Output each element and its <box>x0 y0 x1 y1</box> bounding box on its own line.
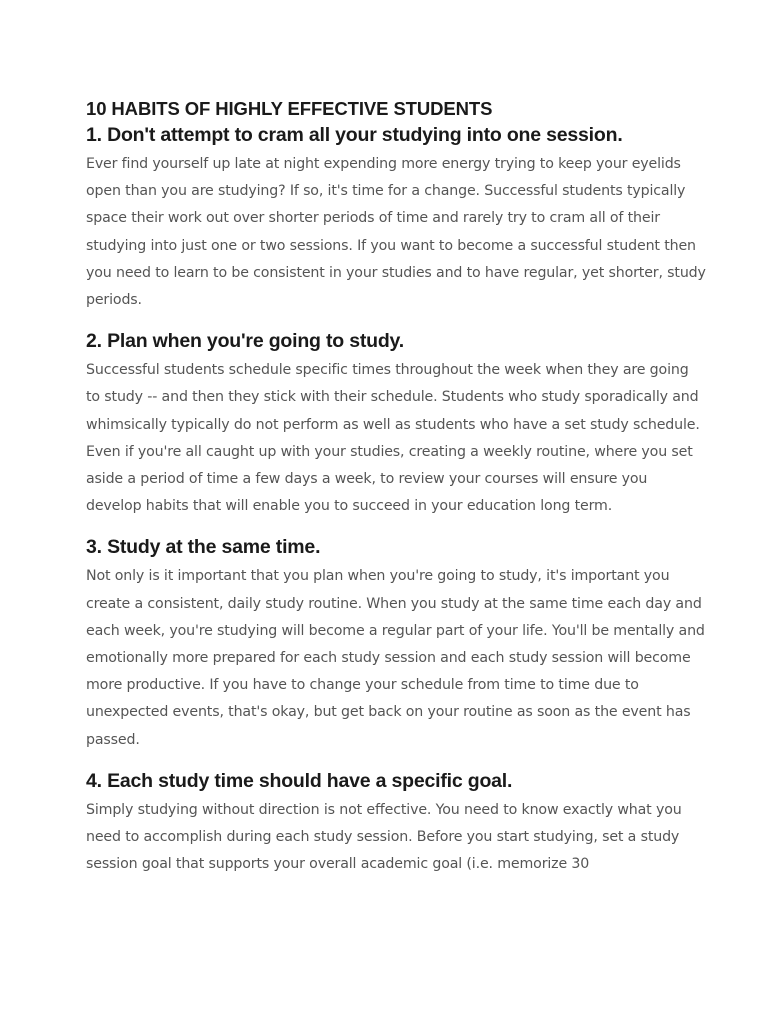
section-heading: 3. Study at the same time. <box>86 536 321 559</box>
section-3 <box>86 533 706 753</box>
document-page <box>86 97 706 878</box>
section-paragraph: Successful students schedule specific times throughout the week when they are going to study -- and then they stick with their schedule. Students who study sporadically and whimsically typically do not perform as well as students who have a set study schedule. Even if you're all caught up with your studies, creating a weekly routine, where you set aside a period of time a few days a week, to review your courses will ensure you develop habits that will enable you to succeed in your education long term. <box>86 362 700 515</box>
section-heading: 2. Plan when you're going to study. <box>86 330 404 353</box>
section-heading: 4. Each study time should have a specific goal. <box>86 769 513 792</box>
section-paragraph: Ever find yourself up late at night expending more energy trying to keep your eyelids open than you are studying? If so, it's time for a change. Successful students typically space their work out over shorter periods of time and rarely try to cram all of their studying into just one or two sessions. If you want to become a successful student then you need to learn to be consistent in your studies and to have regular, yet shorter, study periods. <box>86 156 706 309</box>
section-2 <box>86 327 706 520</box>
section-1 <box>86 121 706 314</box>
section-paragraph: Simply studying without direction is not effective. You need to know exactly what you need to accomplish during each study session. Before you start studying, set a study session goal that supports your overall academic goal (i.e. memorize 30 <box>86 801 682 873</box>
section-4 <box>86 767 706 879</box>
section-heading: 1. Don't attempt to cram all your studying into one session. <box>86 124 623 146</box>
document-title: 10 HABITS OF HIGHLY EFFECTIVE STUDENTS <box>86 98 493 119</box>
section-paragraph: Not only is it important that you plan when you're going to study, it's important you create a consistent, daily study routine. When you study at the same time each day and each week, you're studying will become a regular part of your life. You'll be mentally and emotionally more prepared for each study session and each study session will become more productive. If you have to change your schedule from time to time due to unexpected events, that's okay, but get back on your routine as soon as the event has passed. <box>86 568 705 748</box>
